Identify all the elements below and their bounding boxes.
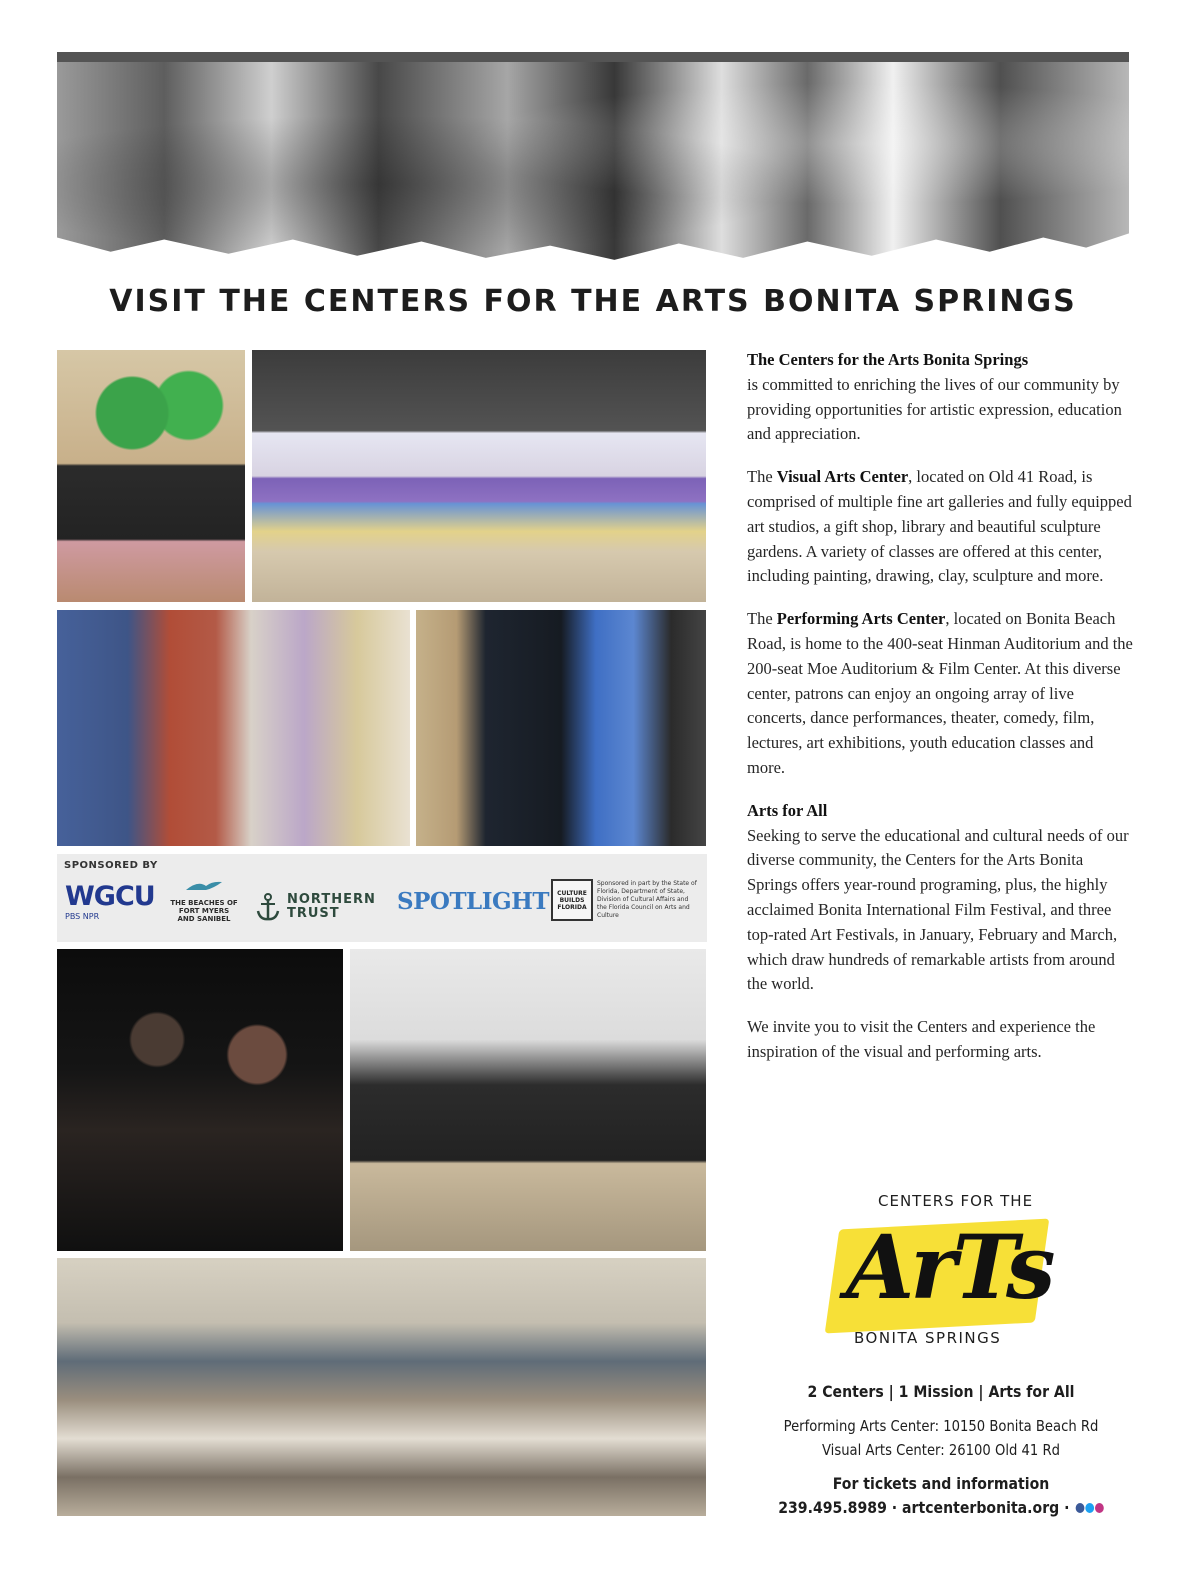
performing-arts-body: , located on Bonita Beach Road, is home to the 400-seat Hinman Auditorium and the 200-seat Moe Auditorium & Film Center. At this diverse center, patrons can enjoy an ongoing array of live concerts, dance performances, theater, comedy, film, lectures, art exhibitions, youth education classes and more. (747, 609, 1133, 777)
sponsor-strip (57, 854, 707, 942)
sponsored-by-label: SPONSORED BY (64, 860, 158, 871)
tagline: 2 Centers | 1 Mission | Arts for All (807, 1382, 1075, 1401)
body-copy (747, 348, 1135, 1083)
phone-and-website (770, 1496, 1111, 1520)
film-festival-photo (350, 949, 706, 1251)
centers-for-the-arts-logo (826, 1190, 1058, 1358)
visual-arts-lead: The (747, 467, 777, 487)
performing-arts-lead: The (747, 609, 777, 629)
arts-for-all-paragraph (747, 799, 1135, 997)
culture-builds-florida-logo (551, 876, 701, 924)
instagram-icon[interactable] (1095, 1503, 1104, 1513)
northern-trust-text: NORTHERN TRUST (287, 892, 376, 921)
concert-photo (57, 949, 343, 1251)
visual-arts-body: , located on Old 41 Road, is comprised of multiple fine art galleries and fully equipped art studios, a gift shop, library and beautiful sculpture gardens. A variety of classes are offered at this center, including painting, drawing, clay, sculpture and more. (747, 467, 1132, 586)
spotlight-logo: SPOTLIGHT (397, 888, 549, 915)
banner-photo (57, 62, 1129, 266)
art-festival-photo (57, 1258, 706, 1516)
culture-box: CULTURE BUILDS FLORIDA (551, 879, 593, 921)
intro-heading: The Centers for the Arts Bonita Springs (747, 350, 1029, 369)
logo-bottom-text: BONITA SPRINGS (854, 1329, 1002, 1347)
wgcu-text: WGCU (65, 881, 155, 912)
painter-photo (416, 610, 706, 846)
kids-photo (57, 350, 245, 602)
anchor-icon (255, 892, 281, 922)
bird-icon (184, 878, 224, 894)
northern-trust-logo (255, 890, 383, 924)
invite-paragraph: We invite you to visit the Centers and experience the inspiration of the visual and performing arts. (747, 1017, 1096, 1061)
beaches-line-1: THE BEACHES OF (170, 899, 238, 907)
volunteers-photo (57, 610, 410, 846)
arts-for-all-body: Seeking to serve the educational and cultural needs of our diverse community, the Centers for the Arts Bonita Springs offers year-round programing, plus, the highly acclaimed Bonita International Film Festival, and three top-rated Art Festivals, in January, February and March, which draw hundreds of remarkable artists from around the world. (747, 825, 1129, 994)
social-icons (1076, 1503, 1104, 1513)
beaches-line-2: FORT MYERS (178, 907, 230, 915)
performing-arts-address: Performing Arts Center: 10150 Bonita Beach Rd (783, 1417, 1099, 1435)
beaches-line-3: AND SANIBEL (177, 915, 231, 923)
twitter-icon[interactable] (1085, 1503, 1094, 1513)
facebook-icon[interactable] (1076, 1503, 1085, 1513)
page-headline: VISIT THE CENTERS FOR THE ARTS BONITA SPRINGS (109, 284, 1077, 319)
contact-block (747, 1380, 1135, 1520)
wgcu-logo (65, 882, 163, 922)
visual-arts-paragraph (747, 465, 1135, 589)
intro-paragraph (747, 348, 1135, 447)
tickets-heading: For tickets and information (832, 1474, 1050, 1493)
logo-top-text: CENTERS FOR THE (878, 1192, 1034, 1210)
culture-text: Sponsored in part by the State of Florida, Department of State, Division of Cultural Affairs and the Florida Council on Arts and Culture (597, 880, 697, 919)
wgcu-subtext: PBS NPR (65, 912, 100, 921)
arts-for-all-heading: Arts for All (747, 800, 828, 820)
phone-website-text: 239.495.8989 · artcenterbonita.org · (778, 1498, 1070, 1517)
visual-arts-address: Visual Arts Center: 26100 Old 41 Rd (821, 1441, 1061, 1459)
performing-arts-name: Performing Arts Center (776, 609, 946, 629)
logo-arts-mark: ArTs (846, 1215, 1052, 1319)
performing-arts-paragraph (747, 607, 1135, 781)
beaches-logo (169, 878, 239, 928)
top-rule (57, 52, 1129, 62)
intro-body: is committed to enriching the lives of our community by providing opportunities for artistic expression, education and appreciation. (747, 374, 1122, 444)
visual-arts-name: Visual Arts Center (776, 467, 909, 487)
kids-paintings-photo (252, 350, 706, 602)
